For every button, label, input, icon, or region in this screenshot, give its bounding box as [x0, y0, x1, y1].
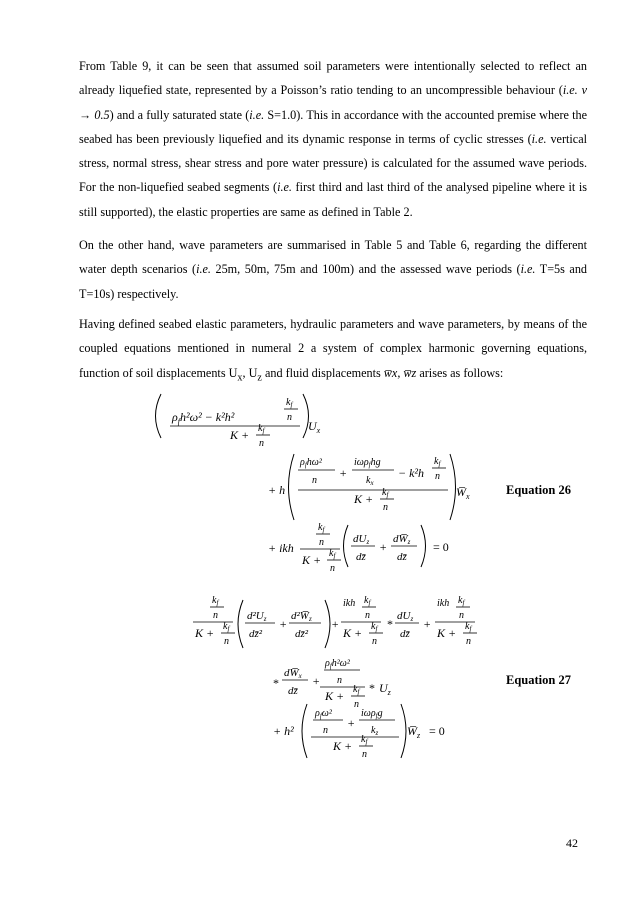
svg-text:Uz: $U_z$	[379, 681, 391, 697]
svg-text:K +: K +	[195, 626, 215, 640]
svg-text:kf: $k_f$	[212, 595, 219, 607]
svg-text:iωρfhg: iωρ$_f$hg	[354, 457, 381, 469]
svg-text:dz̄: dz̄	[288, 685, 298, 697]
svg-text:kf: $k_f$	[318, 522, 325, 534]
svg-text:+: +	[347, 716, 356, 730]
svg-text:*: *	[273, 676, 279, 690]
svg-text:n: n	[259, 438, 264, 449]
svg-text:+ h: + h	[268, 483, 286, 497]
svg-text:kf: $k_f$	[223, 621, 230, 633]
svg-text:n: n	[435, 471, 440, 482]
svg-text:Ux: $U_x$	[308, 419, 321, 435]
svg-text:kf: $k_f$	[434, 456, 441, 468]
svg-text:n: n	[354, 699, 359, 710]
svg-text:kf: $k_f$	[371, 621, 378, 633]
svg-text:n: n	[330, 563, 335, 574]
svg-text:kf: $k_f$	[329, 548, 336, 560]
svg-text:d²W̅z: d²W̅z	[291, 610, 312, 623]
svg-text:d²Uz: d²Uz	[247, 610, 267, 623]
svg-text:dUz: dUz	[353, 533, 370, 546]
svg-text:*: *	[387, 617, 393, 631]
svg-text:K +: K +	[343, 626, 363, 640]
svg-text:ρfh²ω²: $\rho_fh^2\omega^2$	[325, 658, 350, 670]
paragraph-table9-discussion: From Table 9, it can be seen that assumed soil parameters were intentionally selected to reflect an already liquefied state, represented by a Poisson’s ratio tending to an uncompressible behaviour (i.e. ν → 0.5) and a fully saturated state (i.e. S=1.0). This in accordance with the accounted premise where the seabed has been previously liquefied and its dynamic response in terms of cyclic stresses (i.e. vertical stress, normal stress, shear stress and pore water pressure) is calculated for the assumed wave periods. For the non-liquefied seabed segments (i.e. first third and last third of the analysed pipeline where it is still supported), the elastic properties are same as defined in Table 2.	[79, 59, 588, 219]
svg-text:n: n	[319, 537, 324, 548]
svg-text:K +: K +	[437, 626, 457, 640]
equation-27	[175, 592, 495, 772]
svg-text:kf: $k_f$	[353, 684, 360, 696]
svg-text:n: n	[213, 610, 218, 621]
svg-text:dz̄²: dz̄²	[249, 628, 263, 640]
svg-text:ρfω²: $\rho_f\omega^2$	[315, 708, 332, 720]
svg-text:+: +	[379, 540, 388, 554]
svg-text:n: n	[312, 475, 317, 486]
svg-text:dz̄: dz̄	[400, 628, 410, 640]
svg-text:W̅z: $W̅_z$	[407, 724, 421, 740]
svg-text:ikh: ikh	[437, 598, 450, 609]
svg-text:n: n	[362, 749, 367, 760]
svg-text:K +: K +	[333, 739, 353, 753]
svg-text:K +: K +	[230, 428, 250, 442]
svg-text:+: +	[423, 617, 432, 631]
svg-text:+ h²: + h²	[273, 724, 294, 738]
svg-text:+: +	[339, 466, 348, 480]
svg-text:kf: $k_f$	[361, 734, 368, 746]
svg-text:*: *	[369, 681, 375, 695]
svg-text:n: n	[365, 610, 370, 621]
svg-text:n: n	[459, 610, 464, 621]
page-number: 42	[566, 836, 578, 850]
equation-26-label: Equation 26	[506, 483, 571, 497]
svg-text:+: +	[331, 617, 340, 631]
svg-text:n: n	[337, 675, 342, 686]
svg-text:dz̄: dz̄	[356, 551, 366, 563]
svg-text:ρfh²ω² − k²h²: $\rho_fh^2\omega^2 - k^2h^2$	[172, 410, 235, 426]
svg-text:K +: K +	[354, 492, 374, 506]
svg-text:= 0: = 0	[429, 724, 445, 738]
paragraph-governing-equations-intro: Having defined seabed elastic parameters, hydraulic parameters and wave parameters, by means of the coupled equations mentioned in numeral 2 a system of complex harmonic governing equations, function of soil displacements $U_x$, $U_z$ and fluid displacements w̅x, w̅z arises as follows:	[79, 317, 587, 384]
svg-text:K +: K +	[325, 689, 345, 703]
svg-text:dW̅z: dW̅z	[393, 533, 411, 546]
svg-text:dUz: dUz	[397, 610, 414, 623]
equation-27-label: Equation 27	[506, 673, 571, 687]
svg-text:kf: $k_f$	[258, 423, 265, 435]
svg-text:iωρfg: iωρ$_f$g	[361, 708, 383, 720]
equation-26	[150, 392, 490, 582]
svg-text:− k²h: − k²h	[398, 466, 425, 480]
svg-text:n: n	[323, 725, 328, 736]
svg-text:kf: $k_f$	[382, 487, 389, 499]
svg-text:n: n	[383, 502, 388, 513]
svg-text:n: n	[224, 636, 229, 647]
svg-text:kf: $k_f$	[458, 595, 465, 607]
paragraph-wave-parameters: On the other hand, wave parameters are summarised in Table 5 and Table 6, regarding the different water depth scenarios (i.e. 25m, 50m, 75m and 100m) and the assessed wave periods (i.e. T=5s and T=10s) respectively.	[79, 238, 588, 301]
svg-text:W̅x: $W̅_x$	[456, 485, 470, 501]
svg-text:dW̅x: dW̅x	[284, 667, 302, 680]
svg-text:= 0: = 0	[433, 540, 449, 554]
svg-text:+ ikh: + ikh	[268, 541, 294, 555]
svg-text:kx: $k_x$	[366, 475, 374, 487]
svg-text:kf: $k_f$	[465, 621, 472, 633]
svg-text:kf: $k_f$	[364, 595, 371, 607]
svg-text:+: +	[279, 617, 288, 631]
svg-text:+: +	[312, 674, 321, 688]
svg-text:dz̄: dz̄	[397, 551, 407, 563]
svg-text:kz: $k_z$	[371, 725, 379, 737]
svg-text:n: n	[466, 636, 471, 647]
svg-text:kf: $k_f$	[286, 397, 293, 409]
svg-text:dz̄²: dz̄²	[295, 628, 309, 640]
svg-text:K +: K +	[302, 553, 322, 567]
svg-text:ikh: ikh	[343, 598, 356, 609]
svg-text:n: n	[287, 412, 292, 423]
svg-text:n: n	[372, 636, 377, 647]
svg-text:ρfhω²: $\rho_fh\omega^2$	[300, 457, 322, 469]
